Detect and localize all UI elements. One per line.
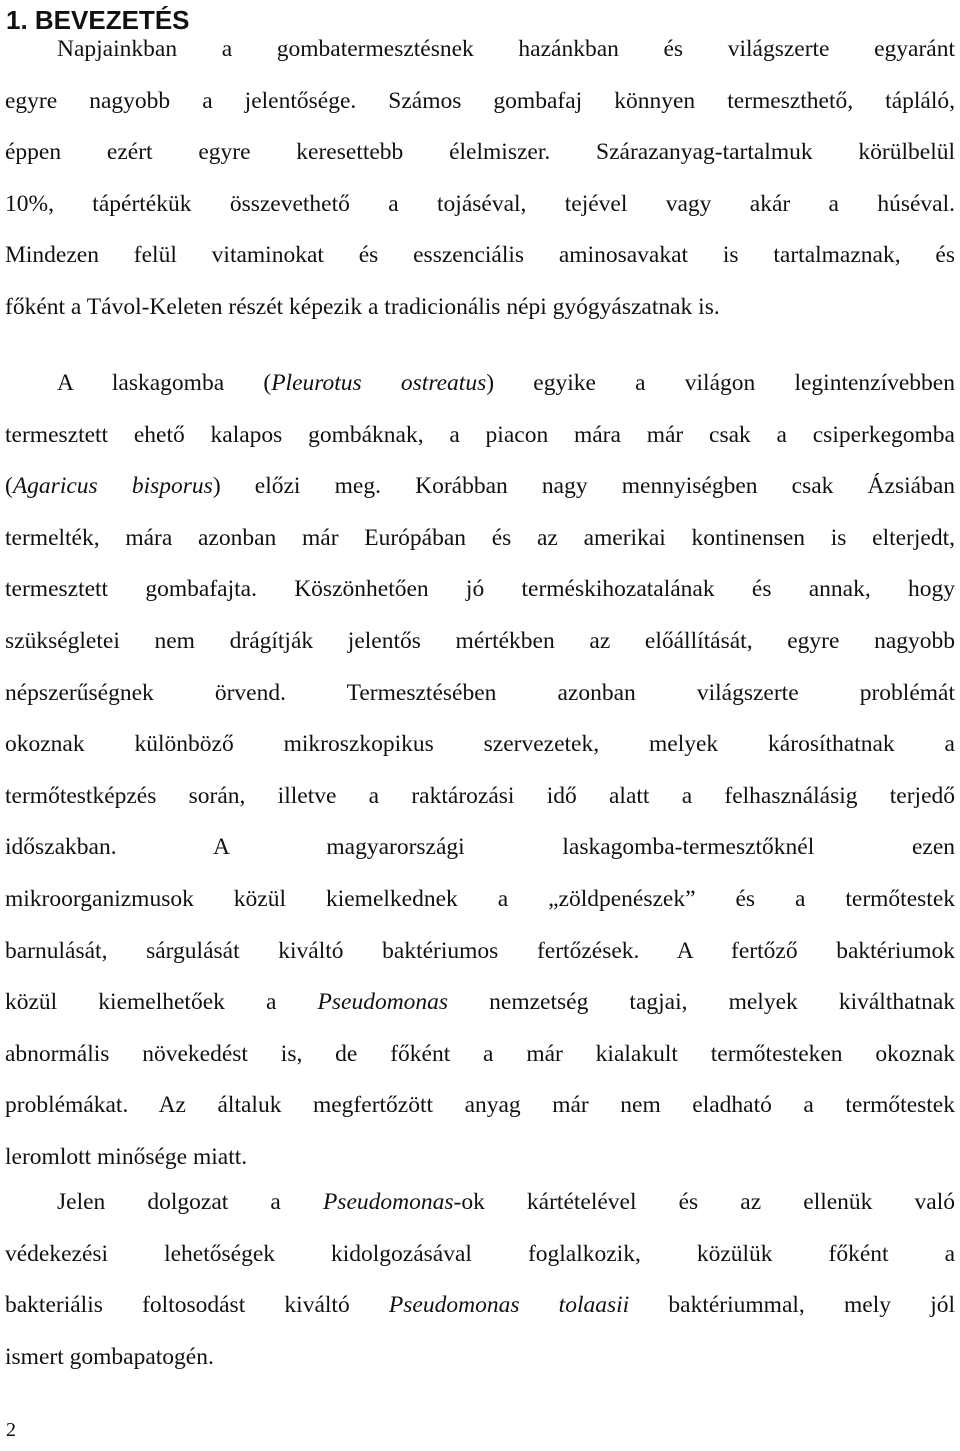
- text-line: [5, 24, 955, 76]
- text-line: [5, 822, 955, 874]
- text-line: [5, 410, 955, 462]
- text-segment: nemzetség tagjai, melyek kiválthatnak: [448, 989, 956, 1016]
- text-line: [5, 358, 955, 410]
- text-segment: védekezési lehetőségek kidolgozásával foglalkozik, közülük főként a: [5, 1240, 955, 1267]
- text-line: [5, 719, 955, 771]
- text-segment: közül kiemelhetőek a: [5, 989, 318, 1016]
- paragraph-1: [5, 24, 955, 334]
- text-segment: termelték, mára azonban már Európában és az amerikai kontinensen is elterjedt,: [5, 524, 955, 551]
- text-line: [5, 1229, 955, 1281]
- text-segment: termesztett gombafajta. Köszönhetően jó terméskihozatalának és annak, hogy: [5, 576, 955, 603]
- page-number: 2: [6, 1419, 16, 1441]
- text-segment: Napjainkban a gombatermesztésnek hazánkban és világszerte egyaránt: [57, 36, 955, 62]
- text-line: [5, 771, 955, 823]
- text-segment: szükségletei nem drágítják jelentős mértékben az előállítását, egyre nagyobb: [5, 627, 955, 654]
- text-line: [5, 668, 955, 720]
- paragraph-2: [5, 358, 955, 1184]
- text-segment: problémákat. Az általuk megfertőzött anyag már nem eladható a termőtestek: [5, 1092, 955, 1119]
- text-segment: termesztett ehető kalapos gombáknak, a piacon mára már csak a csiperkegomba: [5, 421, 955, 448]
- text-line: [5, 179, 955, 231]
- text-line: [5, 1280, 955, 1332]
- text-line: [5, 1177, 955, 1229]
- text-segment: bakteriális foltosodást kiváltó: [5, 1292, 389, 1319]
- text-line: [5, 977, 955, 1029]
- text-line: [5, 513, 955, 565]
- text-segment: főként a Távol-Keleten részét képezik a tradicionális népi gyógyászatnak is.: [5, 293, 720, 320]
- text-segment: éppen ezért egyre keresettebb élelmiszer. Szárazanyag-tartalmuk körülbelül: [5, 139, 955, 166]
- text-line: [5, 127, 955, 179]
- italic-taxon-name: Pseudomonas: [322, 1189, 454, 1215]
- italic-taxon-name: Pleurotus ostreatus: [271, 370, 487, 396]
- paragraph-3: [5, 1177, 955, 1383]
- text-line: [5, 564, 955, 616]
- text-line: [5, 1332, 955, 1384]
- text-segment: termőtestképzés során, illetve a raktározási idő alatt a felhasználásig terjedő: [5, 782, 955, 809]
- text-line: [5, 230, 955, 282]
- text-segment: -ok kártételével és az ellenük való: [453, 1189, 955, 1215]
- text-segment: ismert gombapatogén.: [5, 1343, 214, 1370]
- text-segment: időszakban. A magyarországi laskagomba-termesztőknél ezen: [5, 834, 955, 861]
- text-line: [5, 616, 955, 668]
- text-segment: abnormális növekedést is, de főként a már kialakult termőtesteken okoznak: [5, 1040, 955, 1067]
- text-segment: (: [5, 473, 13, 500]
- text-line: [5, 1029, 955, 1081]
- italic-taxon-name: Agaricus bisporus: [12, 473, 213, 500]
- text-line: [5, 926, 955, 978]
- text-segment: mikroorganizmusok közül kiemelkednek a „zöldpenészek” és a termőtestek: [5, 885, 955, 912]
- text-line: [5, 282, 955, 334]
- text-line: [5, 76, 955, 128]
- text-segment: baktériummal, mely jól: [629, 1292, 956, 1319]
- text-segment: okoznak különböző mikroszkopikus szervezetek, melyek károsíthatnak a: [5, 731, 955, 758]
- text-segment: népszerűségnek örvend. Termesztésében azonban világszerte problémát: [5, 679, 955, 706]
- text-line: [5, 1132, 955, 1184]
- text-line: [5, 1080, 955, 1132]
- text-segment: A laskagomba (: [57, 370, 272, 396]
- text-segment: Jelen dolgozat a: [57, 1189, 323, 1215]
- italic-taxon-name: Pseudomonas: [317, 989, 449, 1016]
- text-segment: egyre nagyobb a jelentősége. Számos gombafaj könnyen termeszthető, tápláló,: [5, 87, 955, 114]
- text-line: [5, 874, 955, 926]
- italic-taxon-name: Pseudomonas tolaasii: [388, 1292, 630, 1319]
- text-segment: barnulását, sárgulását kiváltó baktériumos fertőzések. A fertőző baktériumok: [5, 937, 955, 964]
- text-segment: Mindezen felül vitaminokat és esszenciális aminosavakat is tartalmaznak, és: [5, 242, 955, 269]
- text-segment: ) egyike a világon legintenzívebben: [486, 370, 955, 396]
- text-segment: 10%, tápértékük összevethető a tojáséval, tejével vagy akár a húséval.: [5, 190, 955, 217]
- text-segment: leromlott minősége miatt.: [5, 1143, 248, 1170]
- section-heading: 1. BEVEZETÉS: [6, 5, 190, 35]
- text-segment: ) előzi meg. Korábban nagy mennyiségben csak Ázsiában: [212, 473, 955, 500]
- text-line: [5, 461, 955, 513]
